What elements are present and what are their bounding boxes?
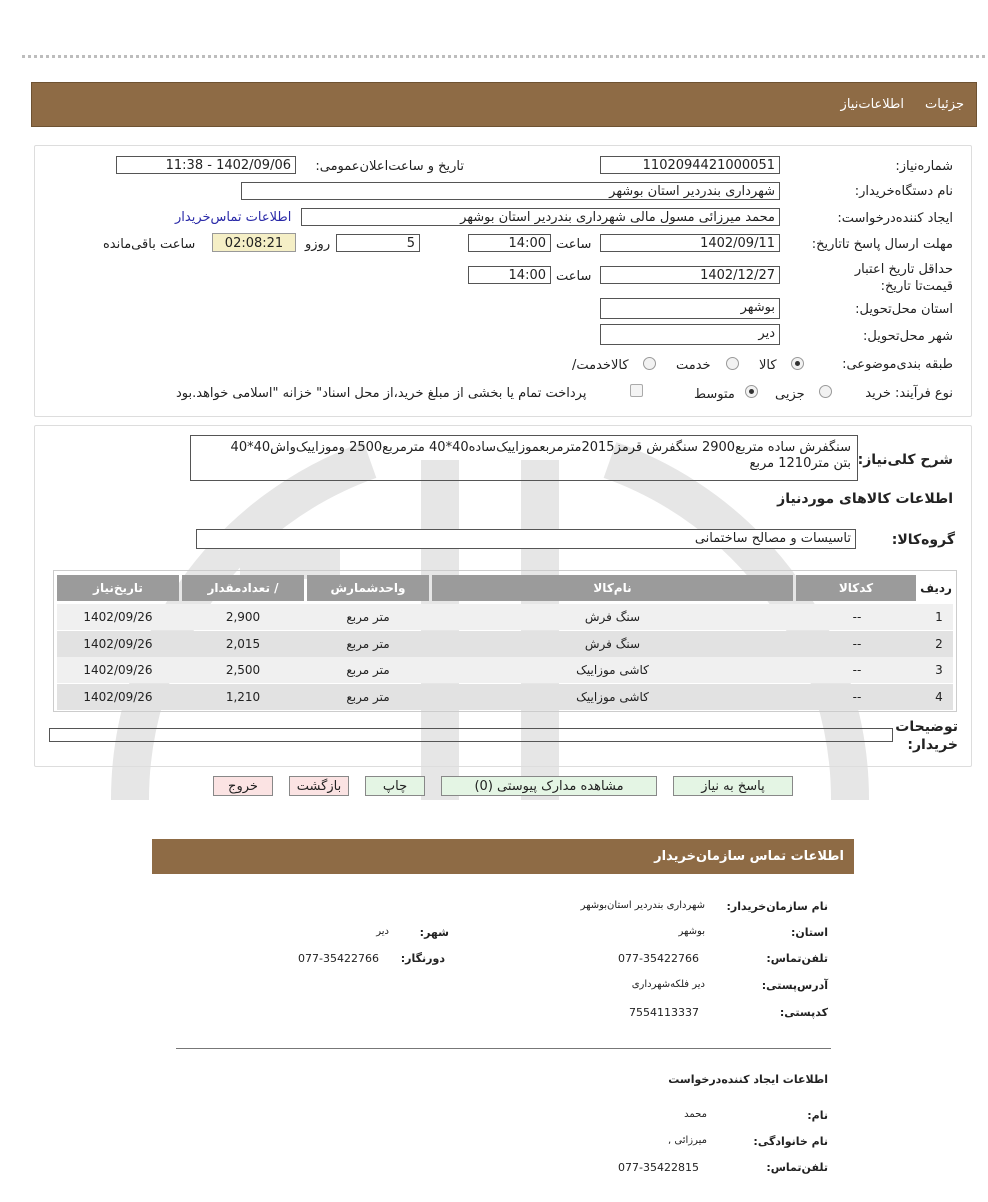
category-option-goods-service: کالا‌خدمت/ [572,358,629,373]
process-radio-medium[interactable] [745,385,758,398]
row-qty: 2,015 [225,637,261,651]
contact-title: اطلاعات تماس سازمان‌خریدار [654,849,844,864]
process-label: نوع فرآیند: خرید [865,386,953,401]
col-header-index: ردیف [920,575,952,601]
details-tab[interactable]: جزئیات [925,97,964,112]
need-number-label: شماره‌نیاز: [895,159,953,174]
row-date: 1402/09/26 [83,690,153,704]
row-name: سنگ فرش [584,637,641,651]
buyer-org-label: نام دستگاه‌خریدار: [854,184,953,199]
row-date: 1402/09/26 [83,663,153,677]
buyer-notes-label: توضیحات خریدار: [895,719,958,753]
province-field: بوشهر [600,298,780,319]
summary-label: شرح کلی‌نیاز: [857,452,953,468]
validity-time-field: 14:00 [468,266,551,284]
row-qty: 2,500 [225,663,261,677]
row-index: 4 [935,690,943,704]
summary-text-line1: سنگفرش ساده متربع2900 سنگفرش قرمز2015مترمربعموزاییک‌ساده40*40 مترمربع2500 وموزاییک‌واش40*40 [230,440,851,455]
province-label: استان محل‌تحویل: [855,302,953,317]
province-contact-value: بوشهر [678,926,705,937]
row-name: کاشی موزاییک [576,663,649,677]
phone-value: 077-35422766 [618,952,699,965]
row-date: 1402/09/26 [83,637,153,651]
row-qty: 1,210 [225,690,261,704]
family-label: نام خانوادگی: [753,1135,828,1148]
table-row [57,684,953,710]
creator-info-title: اطلاعات ایجاد کننده‌درخواست [668,1073,828,1086]
days-label: روزو [305,237,331,252]
page-title: اطلاعات‌نیاز [840,97,904,112]
fax-label: دورنگار: [400,952,445,965]
process-radio-minor[interactable] [819,385,832,398]
table-row [57,657,953,683]
payment-note: پرداخت تمام یا بخشی از مبلغ خرید،از محل اسناد" خزانه "اسلامی خواهد.بود [176,386,587,401]
col-header-name: نام‌کالا [432,575,793,601]
org-value: شهرداری بندردیر استان‌بوشهر [580,900,705,911]
category-radio-service[interactable] [726,357,739,370]
col-header-code: کدکالا [796,575,916,601]
category-option-service: خدمت [676,358,711,373]
row-name: کاشی موزاییک [576,690,649,704]
group-label: گروه‌کالا: [891,532,955,548]
summary-text-box [190,435,858,481]
category-radio-goods[interactable] [791,357,804,370]
validity-label: حداقل تاریخ اعتبار قیمت‌تا تاریخ: [854,262,953,294]
deadline-hour-label: ساعت [556,237,592,252]
print-button[interactable]: چاپ [365,776,425,796]
contact-divider [176,1048,831,1049]
deadline-label: مهلت ارسال پاسخ تا‌تاریخ: [811,237,953,252]
top-dotted-divider [22,55,985,58]
province-contact-label: استان: [791,926,828,939]
row-index: 2 [935,637,943,651]
back-button[interactable]: بازگشت [289,776,349,796]
category-label: طبقه بندی‌موضوعی: [842,357,953,372]
table-row [57,604,953,630]
row-name: سنگ فرش [584,610,641,624]
payment-checkbox[interactable] [630,384,643,397]
announce-label: تاریخ و ساعت‌اعلان‌عمومی: [315,159,464,174]
creator-label: ایجاد کننده‌درخواست: [837,211,953,226]
postal-label: کدپستی: [779,1006,828,1019]
row-unit: متر مربع [346,690,390,704]
creator-phone-value: 077-35422815 [618,1161,699,1174]
exit-button[interactable]: خروج [213,776,273,796]
creator-field: محمد میرزائی مسول مالی شهرداری بندردیر استان بوشهر [301,208,780,226]
validity-date-field: 1402/12/27 [600,266,780,284]
row-unit: متر مربع [346,663,390,677]
announce-field: 1402/09/06 - 11:38 [116,156,296,174]
process-option-minor: جزیی [775,387,805,402]
row-qty: 2,900 [225,610,261,624]
process-option-medium: متوسط [694,387,735,402]
validity-hour-label: ساعت [556,269,592,284]
remaining-label: ساعت باقی‌مانده [103,237,196,252]
creator-phone-label: تلفن‌تماس: [766,1161,828,1174]
city-contact-label: شهر: [419,926,449,939]
row-code: -- [852,663,862,677]
summary-text-line2: بتن متر1210 مربع [749,456,851,471]
row-code: -- [852,690,862,704]
row-code: -- [852,637,862,651]
org-label: نام سازمان‌خریدار: [726,900,828,913]
name-label: نام: [807,1109,828,1122]
table-row [57,631,953,657]
row-unit: متر مربع [346,637,390,651]
need-number-field: 1102094421000051 [600,156,780,174]
postal-value: 7554113337 [629,1006,699,1019]
family-value: میرزائی , [668,1135,707,1146]
page-header-bar [31,82,977,127]
category-option-goods: کالا [759,358,777,373]
group-field: تاسیسات و مصالح ساختمانی [196,529,856,549]
reply-button[interactable]: پاسخ به نیاز [673,776,793,796]
address-label: آدرس‌پستی: [761,979,828,992]
attachments-button[interactable]: مشاهده مدارک پیوستی (0) [441,776,657,796]
phone-label: تلفن‌تماس: [766,952,828,965]
row-code: -- [852,610,862,624]
row-unit: متر مربع [346,610,390,624]
category-radio-goods-service[interactable] [643,357,656,370]
row-date: 1402/09/26 [83,610,153,624]
row-index: 1 [935,610,943,624]
col-header-unit: واحدشمارش [307,575,429,601]
deadline-time-field: 14:00 [468,234,551,252]
name-value: محمد [684,1109,707,1120]
remaining-timer: 02:08:21 [212,233,296,252]
contact-header-bar [152,839,854,874]
city-label: شهر محل‌تحویل: [863,329,953,344]
col-header-qty: تعداد‌مقدار / [182,575,304,601]
address-value: دیر فلکه‌شهرداری [631,979,705,990]
deadline-date-field: 1402/09/11 [600,234,780,252]
city-field: دیر [600,324,780,345]
city-contact-value: دیر [376,926,389,937]
col-header-date: تاریخ‌نیاز [57,575,179,601]
buyer-org-field: شهرداری بندردیر استان بوشهر [241,182,780,200]
buyer-notes-field [49,728,893,742]
buyer-contact-link[interactable]: اطلاعات تماس‌خریدار [175,210,292,225]
fax-value: 077-35422766 [298,952,379,965]
days-field: 5 [336,234,420,252]
row-index: 3 [935,663,943,677]
goods-info-heading: اطلاعات کالاهای موردنیاز [777,491,953,507]
